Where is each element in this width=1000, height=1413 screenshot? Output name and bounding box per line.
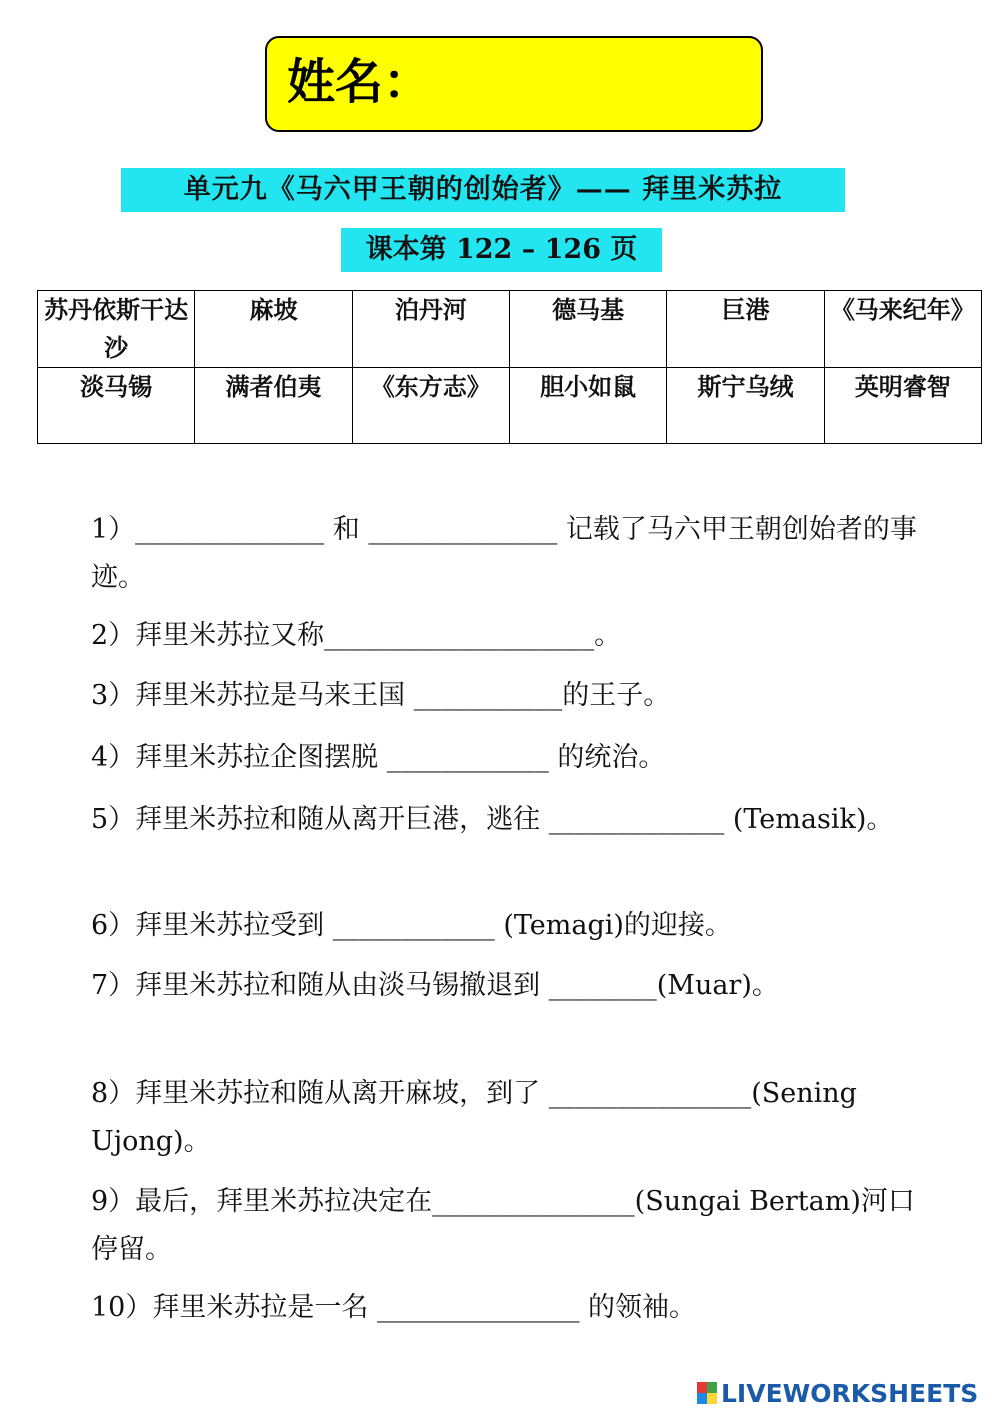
- question-6[interactable]: 6）拜里米苏拉受到 ____________ (Temagi)的迎接。: [91, 910, 732, 941]
- word-bank-cell: 斯宁乌绒: [667, 368, 824, 444]
- word-bank-cell: 英明睿智: [824, 368, 981, 444]
- word-bank-cell: 麻坡: [195, 291, 352, 368]
- word-bank-cell: 淡马锡: [38, 368, 195, 444]
- question-9[interactable]: 9）最后，拜里米苏拉决定在_______________(Sungai Bertam)河口停留。: [91, 1186, 915, 1265]
- question-3[interactable]: 3）拜里米苏拉是马来王国 ___________的王子。: [91, 680, 671, 711]
- word-bank-cell: 巨港: [667, 291, 824, 368]
- question-8[interactable]: 8）拜里米苏拉和随从离开麻坡，到了 _______________(Sening Ujong)。: [91, 1078, 866, 1157]
- name-label: 姓名：: [287, 54, 432, 110]
- question-5[interactable]: 5）拜里米苏拉和随从离开巨港，逃往 _____________ (Temasik)。: [91, 804, 894, 835]
- word-bank-cell: 《东方志》: [352, 368, 509, 444]
- word-bank-cell: 满者伯夷: [195, 368, 352, 444]
- question-7[interactable]: 7）拜里米苏拉和随从由淡马锡撤退到 ________(Muar)。: [91, 970, 779, 1001]
- word-bank-row: [38, 291, 982, 368]
- word-bank-cell: 胆小如鼠: [509, 368, 666, 444]
- word-bank-cell: 泊丹河: [352, 291, 509, 368]
- name-box[interactable]: [265, 36, 763, 132]
- question-4[interactable]: 4）拜里米苏拉企图摆脱 ____________ 的统治。: [91, 742, 666, 773]
- word-bank-cell: 《马来纪年》: [824, 291, 981, 368]
- page-range-highlight: [341, 228, 662, 272]
- word-bank-table: [37, 290, 982, 444]
- question-2[interactable]: 2）拜里米苏拉又称____________________。: [91, 620, 622, 651]
- unit-title: 单元九《马六甲王朝的创始者》—— 拜里米苏拉: [183, 174, 783, 205]
- word-bank-row: [38, 368, 982, 444]
- liveworksheets-logo: [697, 1378, 978, 1408]
- word-bank-cell: 苏丹依斯干达沙: [38, 291, 195, 368]
- liveworksheets-logo-text: LIVEWORKSHEETS: [721, 1378, 979, 1408]
- page-range: 课本第 122 – 126 页: [365, 234, 638, 265]
- question-1[interactable]: 1）______________ 和 ______________ 记载了马六甲王朝创始者的事迹。: [91, 514, 917, 593]
- unit-title-highlight: [121, 168, 845, 212]
- liveworksheets-logo-icon: [697, 1382, 717, 1404]
- word-bank-cell: 德马基: [509, 291, 666, 368]
- question-10[interactable]: 10）拜里米苏拉是一名 _______________ 的领袖。: [91, 1292, 697, 1323]
